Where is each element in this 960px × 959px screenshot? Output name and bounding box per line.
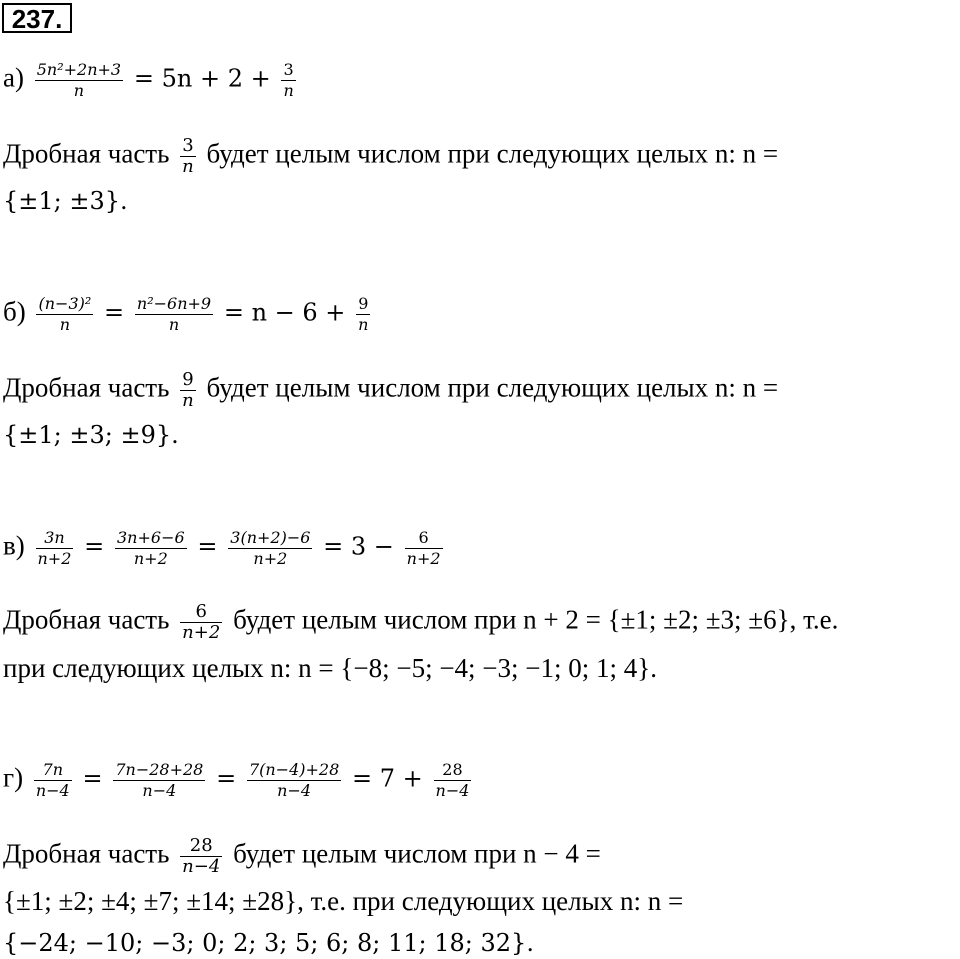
equation-tail: = 5n + 2 + — [133, 64, 271, 93]
fraction: $\frac{6}{n+2}$ — [182, 601, 221, 643]
fraction: $\frac{9}{n}$ — [358, 294, 369, 334]
fraction: $\frac{7(n-4)+28}{n-4}$ — [248, 760, 340, 800]
equation-tail: = 3 − — [323, 532, 394, 561]
part-b-label: б) — [3, 296, 26, 327]
fraction: $\frac{7n-28+28}{n-4}$ — [115, 760, 204, 800]
part-c-explanation: Дробная часть $\frac{6}{n+2}$ будет целым числом при n + 2 = {±1; ±2; ±3; ±6}, т.е. — [3, 601, 839, 643]
part-c-result: при следующих целых n: n = {−8; −5; −4; −3; −1; 0; 1; 4}. — [3, 653, 657, 683]
fraction: $\frac{6}{n+2}$ — [406, 528, 441, 568]
part-d-label: г) — [3, 762, 24, 793]
part-c-label: в) — [3, 530, 25, 561]
part-d-result: {−24; −10; −3; 0; 2; 3; 5; 6; 8; 11; 18; 32}. — [3, 929, 534, 957]
fraction: $\frac{7n}{n-4}$ — [35, 760, 70, 800]
part-b-equation: б) $\frac{\text{(n−3)²}}{n}$ = $\frac{\text{n²−6n+9}}{n}$ = n − 6 + $\frac{9}{n}$ — [3, 294, 369, 334]
part-b-explanation: Дробная часть $\frac{9}{n}$ будет целым числом при следующих целых n: n = — [3, 369, 779, 411]
part-c-equation: в) $\frac{3n}{n+2}$ = $\frac{3n+6-6}{n+2}$ = $\frac{3(n+2)-6}{n+2}$ = 3 − $\frac{6}{n+2}$ — [3, 528, 441, 568]
fraction: $\frac{9}{n}$ — [182, 369, 194, 411]
fraction: $\frac{\text{5n²+2n+3}}{n}$ — [36, 60, 122, 100]
part-a-equation — [3, 60, 300, 101]
part-a-explanation: Дробная часть $\frac{3}{n}$ будет целым числом при следующих целых n: n = — [3, 135, 779, 177]
fraction: $\frac{28}{n-4}$ — [435, 760, 470, 800]
part-d-equation: г) $\frac{7n}{n-4}$ = $\frac{7n-28+28}{n-4}$ = $\frac{7(n-4)+28}{n-4}$ = 7 + $\frac{28}{n-4}$ — [3, 760, 470, 800]
fraction: $\frac{3(n+2)-6}{n+2}$ — [230, 528, 311, 568]
part-d-result-line: {±1; ±2; ±4; ±7; ±14; ±28}, т.е. при следующих целых n: n = — [3, 886, 684, 916]
fraction: $\frac{\text{n²−6n+9}}{n}$ — [136, 294, 212, 334]
equation-tail: = n − 6 + — [223, 298, 346, 327]
part-a-result: {±1; ±3}. — [3, 187, 128, 215]
equation-tail: = 7 + — [352, 764, 423, 793]
fraction: $\frac{3n}{n+2}$ — [37, 528, 72, 568]
fraction: $\frac{3}{n}$ — [182, 135, 194, 177]
problem-number: 237. — [2, 3, 72, 33]
part-a-label: а) — [3, 62, 24, 93]
fraction: $\frac{3}{n}$ — [283, 60, 294, 100]
part-b-result: {±1; ±3; ±9}. — [3, 421, 179, 449]
part-d-explanation: Дробная часть $\frac{28}{n-4}$ будет целым числом при n − 4 = — [3, 835, 601, 877]
fraction: $\frac{\text{(n−3)²}}{n}$ — [38, 294, 92, 334]
fraction: $\frac{3n+6-6}{n+2}$ — [117, 528, 185, 568]
fraction: $\frac{28}{n-4}$ — [182, 835, 221, 877]
